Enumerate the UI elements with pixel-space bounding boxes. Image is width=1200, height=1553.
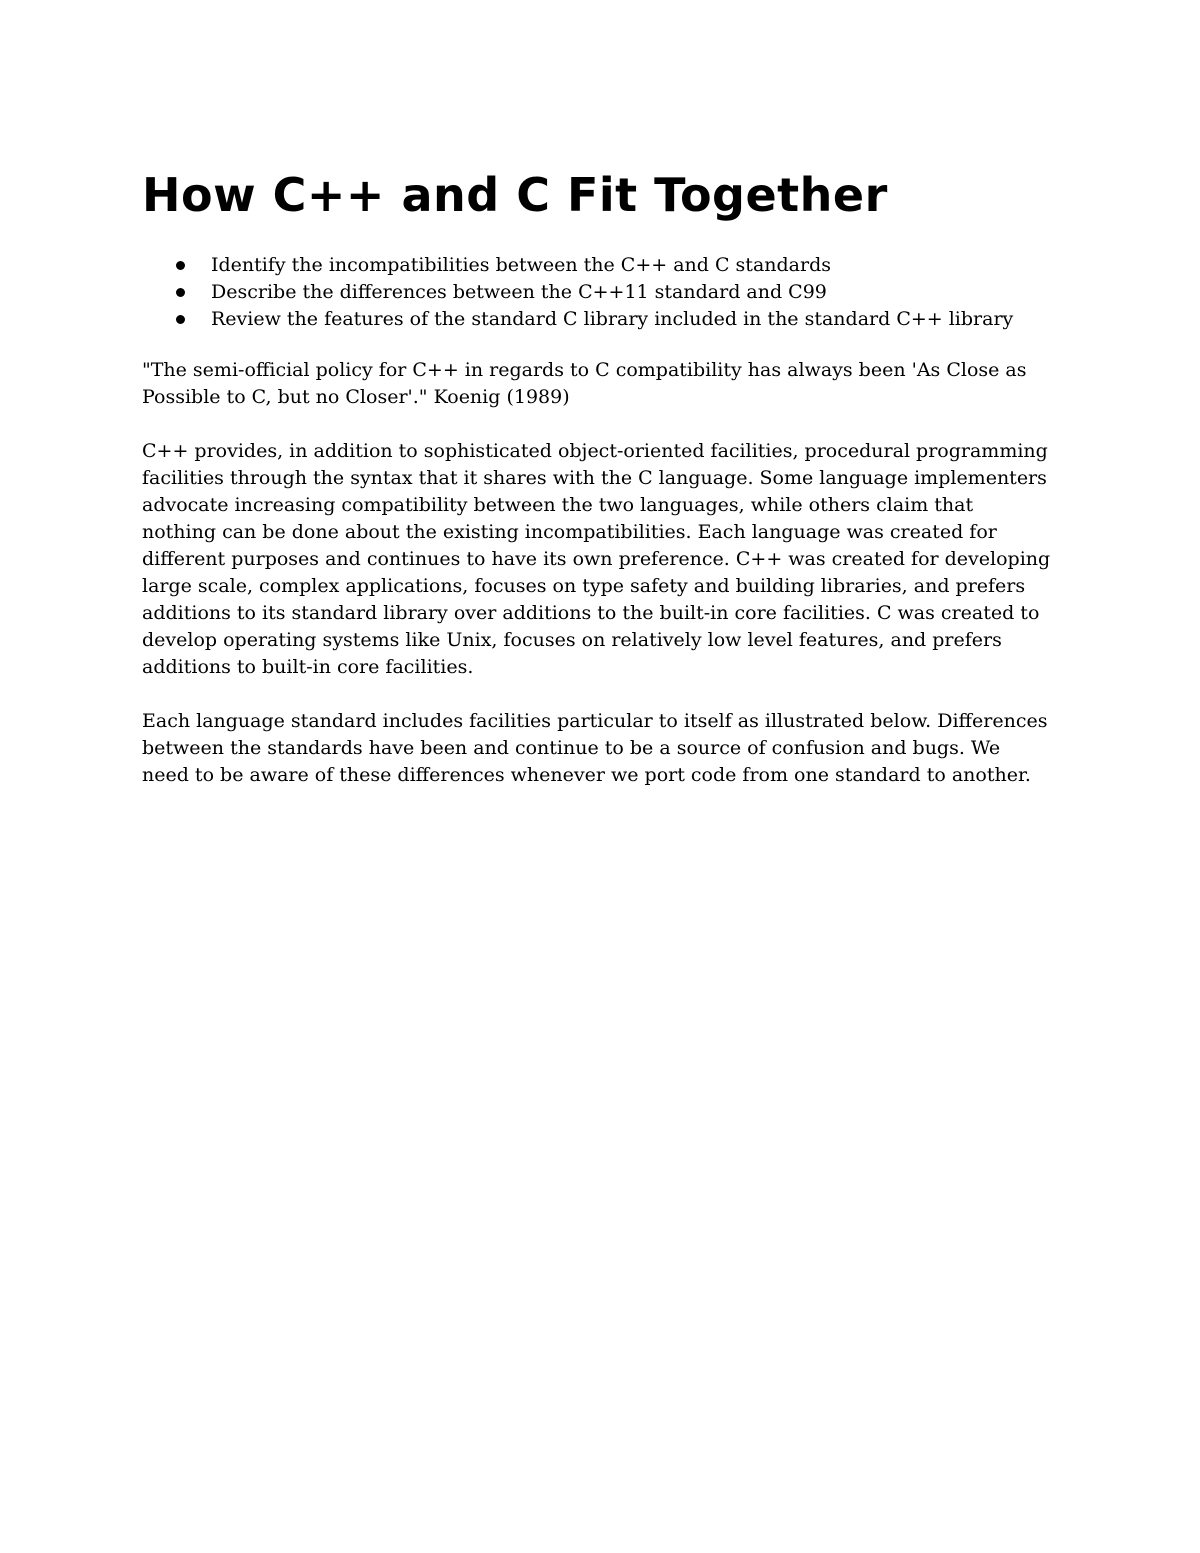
bullet-icon — [176, 288, 185, 297]
body-paragraph: C++ provides, in addition to sophisticated object-oriented facilities, procedural programming facilities through the syntax that it shares with the C language. Some language implementers advocate increasing compatibility between the two languages, while others claim that nothing can be done about the existing incompatibilities. Each language was created for different purposes and continues to have its own preference. C++ was created for developing large scale, complex applications, focuses on type safety and building libraries, and prefers additions to its standard library over additions to the built-in core facilities. C was created to develop operating systems like Unix, focuses on relatively low level features, and prefers additions to built-in core facilities. — [142, 440, 1051, 678]
list-item — [142, 279, 1052, 306]
list-item-text: Describe the differences between the C++11 standard and C99 — [211, 281, 827, 303]
list-item-text: Review the features of the standard C library included in the standard C++ library — [211, 308, 1014, 330]
list-item — [142, 306, 1052, 333]
list-item — [142, 252, 1052, 279]
objectives-list — [142, 252, 1052, 333]
quote-paragraph: "The semi-official policy for C++ in regards to C compatibility has always been 'As Close as Possible to C, but no Closer'." Koenig (1989) — [142, 359, 1027, 408]
body-paragraph: Each language standard includes facilities particular to itself as illustrated below. Differences between the standards have been and continue to be a source of confusion and bugs. We need to be aware of these differences whenever we port code from one standard to another. — [142, 710, 1048, 786]
bullet-icon — [176, 261, 185, 270]
bullet-icon — [176, 315, 185, 324]
page-title: How C++ and C Fit Together — [142, 168, 888, 222]
list-item-text: Identify the incompatibilities between the C++ and C standards — [211, 254, 831, 276]
document-page — [142, 166, 1052, 816]
